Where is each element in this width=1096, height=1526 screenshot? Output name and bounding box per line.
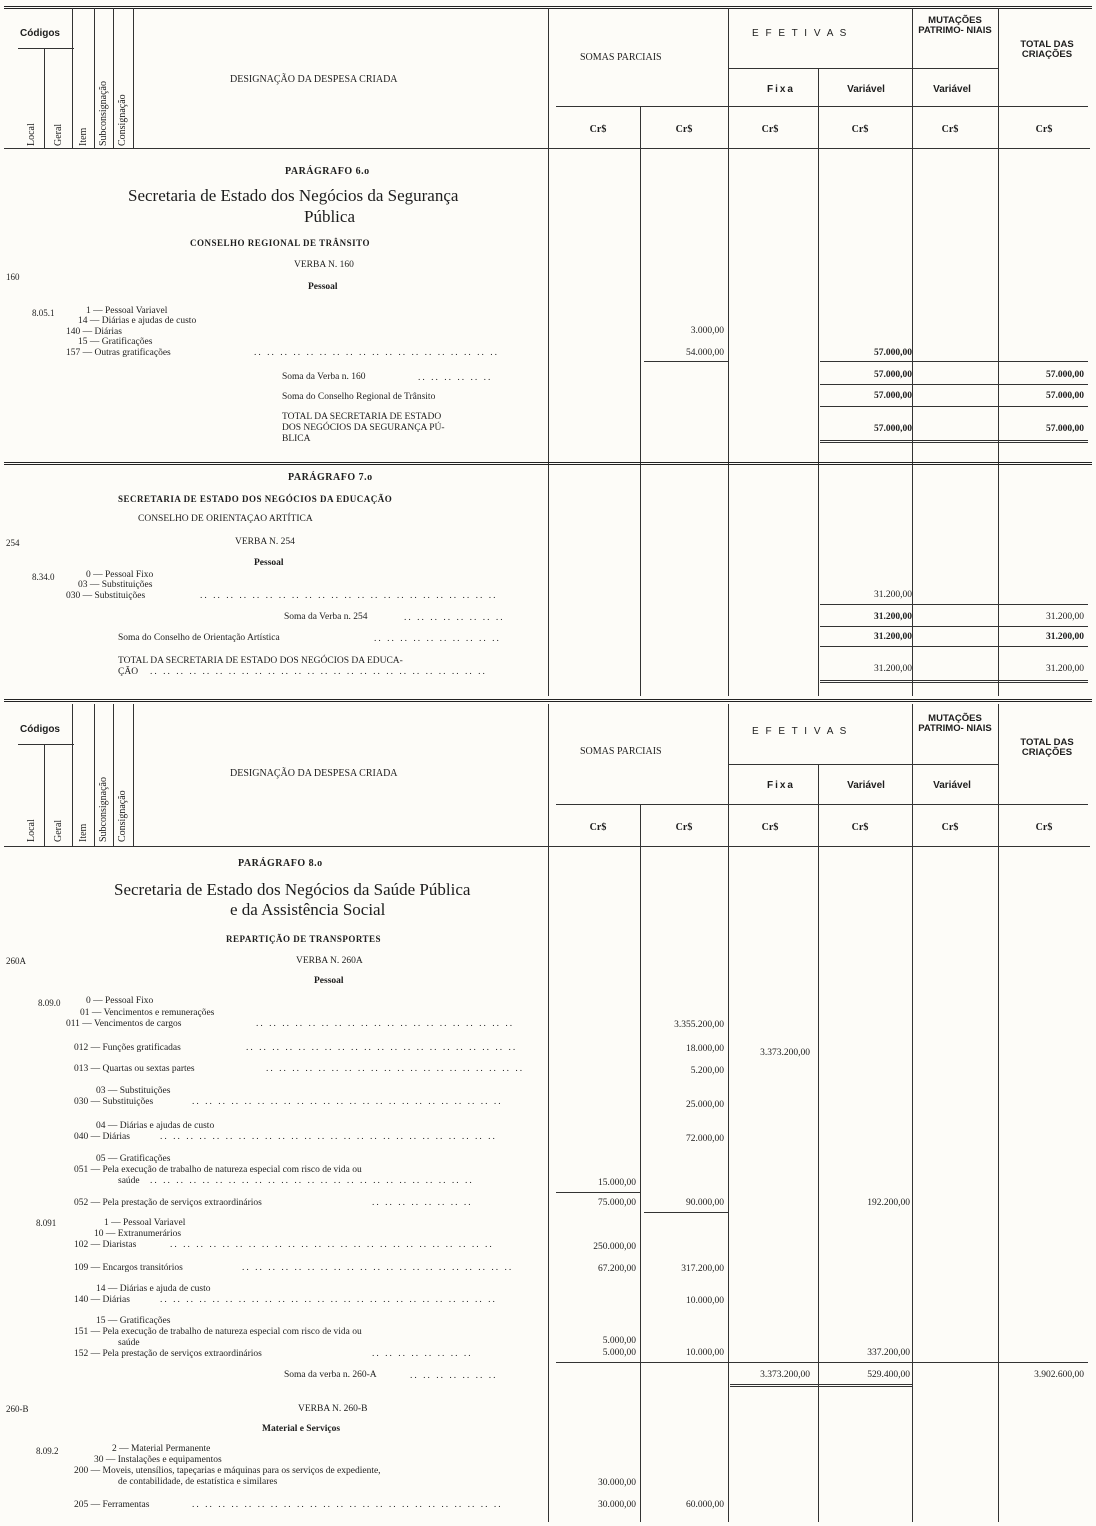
- divider: [644, 361, 728, 362]
- header-designacao: DESIGNAÇÃO DA DESPESA CRIADA: [230, 74, 398, 85]
- line-item: 157 — Outras gratificações: [66, 348, 171, 358]
- paragraph-title: PARÁGRAFO 6.o: [285, 166, 370, 177]
- divider: [4, 846, 1090, 847]
- divider: [133, 8, 134, 148]
- divider: [44, 744, 45, 846]
- line-item: 10 — Extranumerários: [94, 1229, 182, 1239]
- dot-leader: .. .. .. .. .. ..: [418, 373, 493, 383]
- orgao-title: CONSELHO REGIONAL DE TRÂNSITO: [190, 238, 370, 248]
- dot-leader: .. .. .. .. .. .. .. .. .. .. .. .. .. .. .. .. .. .. .. .. .. .. .. ..: [192, 1500, 503, 1510]
- header-codigos: Códigos: [20, 724, 60, 735]
- secretaria-title: SECRETARIA DE ESTADO DOS NEGÓCIOS DA EDUCAÇÃO: [118, 494, 393, 504]
- code-geral: 8.34.0: [32, 572, 55, 582]
- dot-leader: .. .. .. .. .. .. .. .. .. .. .. .. .. .. .. .. .. .. .. .. .. .. .. ..: [192, 1097, 503, 1107]
- dot-leader: .. .. .. .. .. .. .. .. .. .. .. .. .. .. .. .. .. .. ..: [254, 348, 499, 358]
- line-item: 0 — Pessoal Fixo: [86, 996, 154, 1006]
- line-item: saúde: [118, 1176, 140, 1186]
- line-item: 030 — Substituições: [66, 591, 146, 601]
- secretaria-title: Secretaria de Estado dos Negócios da Saúde Pública: [114, 880, 471, 899]
- unit-cr: Cr$: [761, 124, 779, 135]
- header-variavel-mut: Variável: [933, 780, 971, 791]
- header-geral: Geral: [53, 123, 64, 146]
- divider: [818, 764, 819, 1522]
- dot-leader: .. .. .. .. .. .. .. .. .. .. .. .. .. .. .. .. .. .. .. .. .. .. .. .. .. ..: [150, 667, 487, 677]
- unit-cr: Cr$: [941, 124, 959, 135]
- line-item: de contabilidade, de estatística e similares: [118, 1477, 278, 1487]
- header-local: Local: [26, 123, 37, 146]
- soma-verba-label: Soma da Verba n. 254: [284, 612, 368, 622]
- secretaria-title: Secretaria de Estado dos Negócios da Segurança: [128, 186, 459, 205]
- section-divider: [4, 462, 1092, 465]
- dot-leader: .. .. .. .. .. .. .. .. .. .. .. .. .. .. .. .. .. .. .. .. .. .. .. .. ..: [170, 1240, 494, 1250]
- divider: [820, 406, 1088, 407]
- value-somas: 5.000,00: [602, 1348, 636, 1358]
- line-item: 15 — Gratificações: [96, 1316, 171, 1326]
- divider: [820, 646, 1088, 647]
- total-label: TOTAL DA SECRETARIA DE ESTADO DOS NEGÓCIOS DA EDUCA-: [118, 656, 403, 666]
- dot-leader: .. .. .. .. .. .. .. .. .. .. .. .. .. .. .. .. .. .. .. ..: [256, 1019, 515, 1029]
- header-subconsignacao: Subconsignação: [98, 81, 109, 146]
- unit-cr: Cr$: [941, 822, 959, 833]
- soma-conselho-var: 31.200,00: [874, 632, 912, 642]
- soma-conselho-label: Soma do Conselho de Orientação Artística: [118, 633, 280, 643]
- dot-leader: .. .. .. .. .. .. .. .. .. .. .. .. .. .. .. .. .. .. .. ..: [266, 1064, 525, 1074]
- header-codigos: Códigos: [20, 28, 60, 39]
- line-item: 01 — Vencimentos e remunerações: [80, 1008, 215, 1018]
- soma-verba-var: 57.000,00: [874, 370, 912, 380]
- divider: [4, 148, 1090, 149]
- divider: [94, 704, 95, 846]
- divider: [94, 8, 95, 148]
- total-label-2: ÇÃO: [118, 667, 139, 677]
- divider: [820, 626, 1088, 627]
- divider: [728, 764, 998, 765]
- section-divider: [4, 699, 1092, 702]
- code-geral: 8.05.1: [32, 308, 55, 318]
- line-item: 200 — Moveis, utensílios, tapeçarias e máquinas para os serviços de expediente,: [74, 1466, 381, 1476]
- dot-leader: .. .. .. .. .. .. .. .. .. .. .. .. .. .. .. .. .. .. .. .. .. .. .. .. .. ..: [160, 1132, 497, 1142]
- header-total: TOTAL DAS CRIAÇÕES: [1020, 39, 1074, 60]
- line-item: 052 — Pela prestação de serviços extraordinários: [74, 1198, 262, 1208]
- soma-verba-var: 31.200,00: [874, 612, 912, 622]
- divider: [728, 8, 729, 696]
- divider: [133, 704, 134, 846]
- value: 18.000,00: [686, 1044, 724, 1054]
- divider: [556, 106, 1088, 107]
- verba-code: 160: [6, 272, 20, 282]
- divider: [72, 704, 73, 846]
- code-geral: 8.09.2: [36, 1446, 59, 1456]
- divider: [556, 1192, 640, 1193]
- divider: [820, 604, 1088, 605]
- soma-label: Soma da verba n. 260-A: [284, 1370, 377, 1380]
- dot-leader: .. .. .. .. .. .. .. .. .. .. .. .. .. .. .. .. .. .. .. .. ..: [246, 1043, 518, 1053]
- header-efetivas: E F E T I V A S: [752, 726, 849, 737]
- dot-leader: .. .. .. .. .. .. .. .. .. .. .. .. .. .. .. .. .. .. .. .. ..: [242, 1263, 514, 1273]
- line-item: 140 — Diárias: [74, 1295, 130, 1305]
- dot-leader: .. .. .. .. .. .. .. ..: [372, 1349, 473, 1359]
- line-item: 1 — Pessoal Variavel: [104, 1218, 186, 1228]
- value-somas: 75.000,00: [598, 1198, 636, 1208]
- divider: [820, 361, 1088, 362]
- divider: [912, 8, 913, 696]
- value-somas: 30.000,00: [598, 1500, 636, 1510]
- dot-leader: .. .. .. .. .. .. .. .. .. ..: [374, 634, 501, 644]
- verba-code: 254: [6, 538, 20, 548]
- dot-leader: .. .. .. .. .. .. .. .. .. .. .. .. .. .. .. .. .. .. .. .. .. .. .. .. .. ..: [160, 1295, 497, 1305]
- line-item: 051 — Pela execução de trabalho de natureza especial com risco de vida ou: [74, 1165, 362, 1175]
- total-total: 31.200,00: [1046, 664, 1084, 674]
- value-somas: 15.000,00: [598, 1178, 636, 1188]
- line-item: 03 — Substituições: [78, 580, 153, 590]
- divider: [728, 68, 998, 69]
- dot-leader: .. .. .. .. .. .. .. .. .. .. .. .. .. .. .. .. .. .. .. .. .. .. ..: [200, 591, 498, 601]
- orgao-title: CONSELHO DE ORIENTAÇAO ARTÍTICA: [138, 514, 313, 524]
- line-item: 152 — Pela prestação de serviços extraordinários: [74, 1349, 262, 1359]
- value-somas: 67.200,00: [598, 1264, 636, 1274]
- line-item: 15 — Gratificações: [78, 337, 153, 347]
- tipo-title: Pessoal: [314, 976, 344, 986]
- unit-cr: Cr$: [675, 822, 693, 833]
- line-item: 140 — Diárias: [66, 327, 122, 337]
- header-variavel-mut: Variável: [933, 84, 971, 95]
- total-var: 31.200,00: [874, 664, 912, 674]
- value: 10.000,00: [686, 1348, 724, 1358]
- line-item: saúde: [118, 1338, 140, 1348]
- divider: [640, 106, 641, 696]
- divider: [44, 48, 45, 148]
- line-item: 04 — Diárias e ajudas de custo: [96, 1121, 215, 1131]
- value-somas: 250.000,00: [593, 1242, 636, 1252]
- line-item: 011 — Vencimentos de cargos: [66, 1019, 182, 1029]
- value: 10.000,00: [686, 1296, 724, 1306]
- paragraph-title: PARÁGRAFO 8.o: [238, 858, 323, 869]
- value: 60.000,00: [686, 1500, 724, 1510]
- verba-title: VERBA N. 254: [235, 537, 295, 547]
- unit-cr: Cr$: [851, 124, 869, 135]
- value-var: 57.000,00: [874, 348, 912, 358]
- code-geral: 8.091: [36, 1218, 57, 1228]
- unit-cr: Cr$: [851, 822, 869, 833]
- divider: [18, 48, 74, 49]
- header-somas-parciais: SOMAS PARCIAIS: [580, 746, 662, 757]
- header-fixa: Fixa: [766, 780, 795, 791]
- dot-leader: .. .. .. .. .. .. .. ..: [404, 613, 505, 623]
- line-item: 14 — Diárias e ajudas de custo: [78, 316, 197, 326]
- line-item: 30 — Instalações e equipamentos: [94, 1455, 222, 1465]
- total-var: 57.000,00: [874, 424, 912, 434]
- header-efetivas: E F E T I V A S: [752, 28, 849, 39]
- orgao-title: REPARTIÇÃO DE TRANSPORTES: [226, 934, 382, 944]
- divider: [912, 704, 913, 1522]
- line-item: 0 — Pessoal Fixo: [86, 570, 154, 580]
- value: 90.000,00: [686, 1198, 724, 1208]
- line-item: 040 — Diárias: [74, 1132, 130, 1142]
- divider: [998, 8, 999, 696]
- header-geral: Geral: [53, 819, 64, 842]
- tipo-title: Pessoal: [254, 558, 284, 568]
- header-fixa: Fixa: [766, 84, 795, 95]
- secretaria-title-2: Pública: [304, 207, 355, 226]
- soma-conselho-total: 57.000,00: [1046, 391, 1084, 401]
- header-mutacoes: MUTAÇÕES PATRIMO- NIAIS: [918, 15, 992, 36]
- soma-verba-total: 57.000,00: [1046, 370, 1084, 380]
- line-item: 013 — Quartas ou sextas partes: [74, 1064, 195, 1074]
- value-somas: 30.000,00: [598, 1478, 636, 1488]
- header-consignacao: Consignação: [117, 94, 128, 146]
- header-variavel: Variável: [847, 780, 885, 791]
- header-designacao: DESIGNAÇÃO DA DESPESA CRIADA: [230, 768, 398, 779]
- divider: [556, 804, 1088, 805]
- line-item: 151 — Pela execução de trabalho de natureza especial com risco de vida ou: [74, 1327, 362, 1337]
- soma-fixa: 3.373.200,00: [760, 1370, 810, 1380]
- paragraph-title: PARÁGRAFO 7.o: [288, 472, 373, 483]
- soma-conselho-var: 57.000,00: [874, 391, 912, 401]
- unit-cr: Cr$: [1035, 124, 1053, 135]
- value: 5.200,00: [690, 1066, 724, 1076]
- total-label-3: BLICA: [282, 434, 311, 444]
- verba-code: 260-B: [6, 1404, 29, 1414]
- unit-cr: Cr$: [1035, 822, 1053, 833]
- value: 72.000,00: [686, 1134, 724, 1144]
- total-total: 57.000,00: [1046, 424, 1084, 434]
- soma-conselho-label: Soma do Conselho Regional de Trânsito: [282, 392, 436, 402]
- dot-leader: .. .. .. .. .. .. ..: [410, 1371, 498, 1381]
- divider: [998, 704, 999, 1522]
- divider: [72, 8, 73, 148]
- header-mutacoes: MUTAÇÕES PATRIMO- NIAIS: [918, 713, 992, 734]
- divider: [820, 680, 1088, 683]
- soma-total: 3.902.600,00: [1034, 1370, 1084, 1380]
- value-fixa: 3.373.200,00: [760, 1048, 810, 1058]
- soma-verba-label: Soma da Verba n. 160: [282, 372, 366, 382]
- value-outras: 54.000,00: [686, 348, 724, 358]
- header-somas-parciais: SOMAS PARCIAIS: [580, 52, 662, 63]
- divider: [113, 8, 114, 148]
- divider: [818, 68, 819, 696]
- divider: [113, 704, 114, 846]
- line-item: 205 — Ferramentas: [74, 1500, 150, 1510]
- line-item: 03 — Substituições: [96, 1086, 171, 1096]
- divider: [640, 804, 641, 1522]
- divider: [556, 1362, 1088, 1363]
- header-item: Item: [78, 823, 89, 842]
- divider: [548, 8, 549, 696]
- value-diarias: 3.000,00: [690, 326, 724, 336]
- line-item: 2 — Material Permanente: [112, 1444, 211, 1454]
- verba-title: VERBA N. 260A: [296, 956, 363, 966]
- verba-title: VERBA N. 160: [294, 260, 354, 270]
- unit-cr: Cr$: [675, 124, 693, 135]
- total-label: TOTAL DA SECRETARIA DE ESTADO: [282, 412, 442, 422]
- line-item: 1 — Pessoal Variavel: [86, 306, 168, 316]
- value-var: 192.200,00: [867, 1198, 910, 1208]
- value: 317.200,00: [681, 1264, 724, 1274]
- tipo-title: Material e Serviços: [262, 1424, 341, 1434]
- header-consignacao: Consignação: [117, 790, 128, 842]
- header-local: Local: [26, 819, 37, 842]
- code-geral: 8.09.0: [38, 998, 61, 1008]
- line-item: 012 — Funções gratificadas: [74, 1043, 181, 1053]
- verba-code: 260A: [6, 956, 26, 966]
- secretaria-title-2: e da Assistência Social: [230, 900, 386, 919]
- divider: [728, 704, 729, 1522]
- verba-title: VERBA N. 260-B: [298, 1404, 368, 1414]
- unit-cr: Cr$: [761, 822, 779, 833]
- divider: [18, 744, 74, 745]
- header-variavel: Variável: [847, 84, 885, 95]
- line-item: 109 — Encargos transitórios: [74, 1263, 183, 1273]
- soma-var: 529.400,00: [867, 1370, 910, 1380]
- soma-conselho-total: 31.200,00: [1046, 632, 1084, 642]
- line-item: 14 — Diárias e ajuda de custo: [96, 1284, 211, 1294]
- divider: [644, 1212, 728, 1213]
- header-item: Item: [78, 127, 89, 146]
- value: 3.355.200,00: [674, 1020, 724, 1030]
- dot-leader: .. .. .. .. .. .. .. ..: [372, 1198, 473, 1208]
- divider: [820, 440, 1088, 443]
- tipo-title: Pessoal: [308, 282, 338, 292]
- line-item: 102 — Diaristas: [74, 1240, 137, 1250]
- value-var: 337.200,00: [867, 1348, 910, 1358]
- divider: [820, 384, 1088, 385]
- value-somas: 5.000,00: [602, 1336, 636, 1346]
- value-var: 31.200,00: [874, 590, 912, 600]
- line-item: 030 — Substituições: [74, 1097, 154, 1107]
- unit-cr: Cr$: [589, 822, 607, 833]
- divider: [548, 704, 549, 1522]
- total-label-2: DOS NEGÓCIOS DA SEGURANÇA PÚ-: [282, 423, 445, 433]
- soma-verba-total: 31.200,00: [1046, 612, 1084, 622]
- value: 25.000,00: [686, 1100, 724, 1110]
- unit-cr: Cr$: [589, 124, 607, 135]
- header-total: TOTAL DAS CRIAÇÕES: [1020, 737, 1074, 758]
- header-subconsignacao: Subconsignação: [98, 777, 109, 842]
- line-item: 05 — Gratificações: [96, 1154, 171, 1164]
- dot-leader: .. .. .. .. .. .. .. .. .. .. .. .. .. .. .. .. .. .. .. .. .. .. .. .. ..: [150, 1176, 474, 1186]
- divider: [730, 1384, 912, 1387]
